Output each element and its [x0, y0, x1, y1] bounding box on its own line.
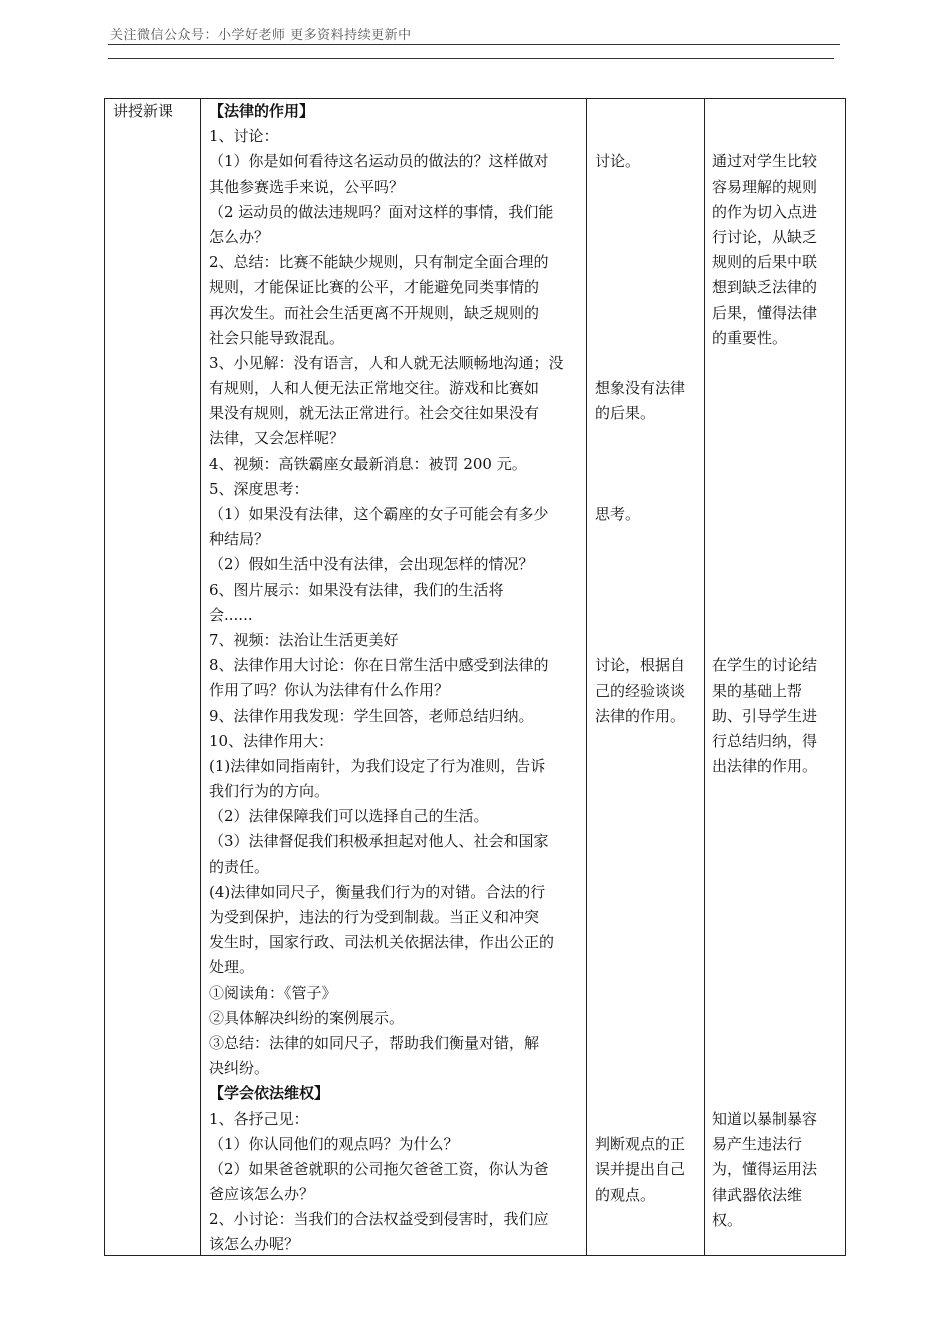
design-intent-line: 想到缺乏法律的: [712, 278, 818, 297]
design-intent-line: 为，懂得运用法: [712, 1160, 818, 1179]
student-activity-line: 的后果。: [595, 404, 656, 423]
content-line: 会......: [209, 605, 253, 624]
column-divider: [704, 99, 705, 1255]
content-line: ③总结：法律的如同尺子，帮助我们衡量对错，解: [209, 1033, 540, 1052]
content-line: 果没有规则，就无法正常进行。社会交往如果没有: [209, 404, 540, 423]
content-line: 4、视频：高铁霸座女最新消息：被罚 200 元。: [209, 454, 527, 473]
design-intent-line: 后果，懂得法律: [712, 303, 818, 322]
content-line: 种结局？: [209, 530, 270, 549]
student-activity-line: 思考。: [595, 505, 641, 524]
content-line: 10、法律作用大：: [209, 731, 334, 750]
content-line: 3、小见解：没有语言，人和人就无法顺畅地沟通；没: [209, 353, 564, 372]
design-intent-line: 出法律的作用。: [712, 757, 818, 776]
student-activity-line: 想象没有法律: [595, 379, 686, 398]
section-heading: 【法律的作用】: [209, 102, 315, 120]
student-activity: [595, 149, 640, 174]
student-activity-line: 判断观点的正: [595, 1135, 686, 1154]
content-line: 5、深度思考：: [209, 479, 309, 498]
design-intent-line: 助、引导学生进: [712, 706, 818, 725]
content-line: （1）你是如何看待这名运动员的做法的？这样做对: [209, 152, 549, 171]
column-divider: [586, 99, 587, 1255]
content-line: 1、各抒己见：: [209, 1109, 309, 1128]
content-line: 其他参赛选手来说，公平吗？: [209, 177, 405, 196]
design-intent: [712, 1107, 817, 1233]
content-line: （1）你认同他们的观点吗？为什么？: [209, 1134, 459, 1153]
header-rule-top: [108, 44, 840, 45]
header-rule-bottom: [108, 58, 834, 59]
stage-label: 讲授新课: [113, 102, 174, 120]
content-line: 发生时，国家行政、司法机关依据法律，作出公正的: [209, 933, 555, 952]
content-line: 2、总结：比赛不能缺少规则，只有制定全面合理的: [209, 253, 549, 272]
content-line: 再次发生。而社会生活更离不开规则，缺乏规则的: [209, 303, 540, 322]
student-activity-line: 己的经验谈谈: [595, 681, 686, 700]
content-line: 爸应该怎么办？: [209, 1185, 315, 1204]
content-line: 我们行为的方向。: [209, 782, 330, 801]
student-activity-line: 的观点。: [595, 1185, 656, 1204]
teaching-content-column: [209, 99, 581, 1258]
student-activity-line: 讨论。: [595, 152, 641, 171]
content-line: （3）法律督促我们积极承担起对他人、社会和国家: [209, 832, 549, 851]
student-activity: [595, 376, 685, 426]
design-intent-line: 权。: [712, 1210, 743, 1229]
column-divider: [200, 99, 201, 1255]
lesson-plan-table: [104, 98, 846, 1256]
design-intent-line: 的作为切入点进: [712, 202, 818, 221]
design-intent-line: 规则的后果中联: [712, 253, 818, 272]
content-line: 作用了吗？你认为法律有什么作用？: [209, 681, 450, 700]
student-activity-line: 误并提出自己: [595, 1160, 686, 1179]
content-line: （2）法律保障我们可以选择自己的生活。: [209, 807, 489, 826]
content-line: （2）假如生活中没有法律，会出现怎样的情况？: [209, 555, 534, 574]
content-line: (4)法律如同尺子，衡量我们行为的对错。合法的行: [209, 882, 546, 901]
content-line: 7、视频：法治让生活更美好: [209, 630, 399, 649]
student-activity: [595, 653, 685, 729]
design-intent-line: 易产生违法行: [712, 1135, 803, 1154]
design-intent: [712, 149, 817, 351]
content-line: 有规则，人和人便无法正常地交往。游戏和比赛如: [209, 379, 540, 398]
design-intent-line: 果的基础上帮: [712, 681, 803, 700]
design-intent-line: 在学生的讨论结: [712, 656, 818, 675]
design-intent: [712, 653, 817, 779]
content-line: 决纠纷。: [209, 1059, 270, 1078]
design-intent-line: 知道以暴制暴容: [712, 1110, 818, 1128]
content-line: ①阅读角：《管子》: [209, 983, 337, 1002]
design-intent-line: 的重要性。: [712, 328, 788, 347]
design-intent-line: 行总结归纳，得: [712, 731, 818, 750]
content-line: 9、法律作用我发现：学生回答，老师总结归纳。: [209, 706, 534, 725]
content-line: （2 运动员的做法违规吗？面对这样的事情，我们能: [209, 202, 554, 221]
content-line: （1）如果没有法律，这个霸座的女子可能会有多少: [209, 505, 549, 523]
content-line: 为受到保护，违法的行为受到制裁。当正义和冲突: [209, 908, 540, 926]
content-line: （2）如果爸爸就职的公司拖欠爸爸工资，你认为爸: [209, 1159, 549, 1178]
content-line: 社会只能导致混乱。: [209, 328, 345, 347]
content-line: 1、讨论：: [209, 127, 279, 146]
student-activity-line: 法律的作用。: [595, 706, 686, 725]
student-activity: [595, 502, 640, 527]
content-line: 规则，才能保证比赛的公平，才能避免同类事情的: [209, 278, 540, 297]
design-intent-line: 通过对学生比较: [712, 152, 818, 171]
content-line: (1)法律如同指南针，为我们设定了行为准则，告诉: [209, 756, 546, 775]
content-line: ②具体解决纠纷的案例展示。: [209, 1008, 405, 1027]
page-header-banner: 关注微信公众号：小学好老师 更多资料持续更新中: [110, 28, 412, 43]
content-line: 2、小讨论：当我们的合法权益受到侵害时，我们应: [209, 1210, 549, 1229]
content-line: 8、法律作用大讨论：你在日常生活中感受到法律的: [209, 656, 549, 675]
student-activity: [595, 1132, 685, 1208]
stage-column: [113, 99, 195, 124]
design-intent-line: 律武器依法维: [712, 1185, 803, 1204]
content-line: 6、图片展示：如果没有法律，我们的生活将: [209, 580, 504, 599]
content-line: 法律，又会怎样呢？: [209, 429, 345, 448]
content-line: 处理。: [209, 958, 255, 977]
design-intent-line: 容易理解的规则: [712, 177, 818, 196]
content-line: 的责任。: [209, 857, 270, 876]
content-line: 该怎么办呢？: [209, 1235, 300, 1254]
student-activity-line: 讨论，根据自: [595, 656, 686, 675]
content-line: 怎么办？: [209, 227, 270, 246]
design-intent-line: 行讨论，从缺乏: [712, 227, 818, 246]
section-heading: 【学会依法维权】: [209, 1084, 330, 1103]
